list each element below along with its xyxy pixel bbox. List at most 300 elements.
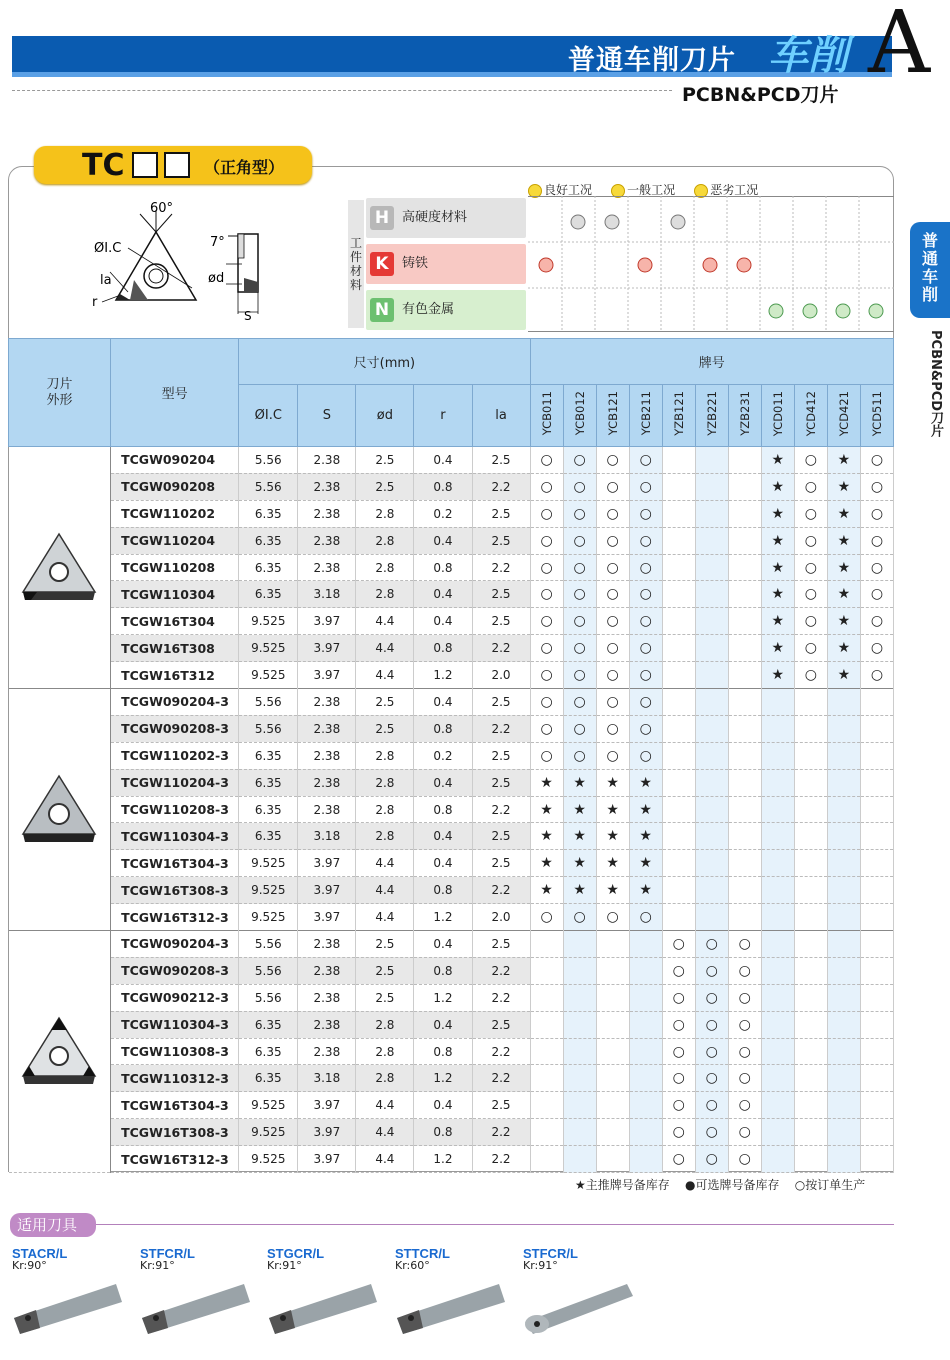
grade-mark-cell: ○ (530, 715, 563, 742)
grade-mark-cell: ○ (629, 581, 662, 608)
grade-mark-cell: ○ (728, 1065, 761, 1092)
table-row (9, 984, 894, 1011)
grade-mark-cell (860, 1092, 893, 1119)
grade-mark-cell (794, 742, 827, 769)
grade-mark-cell (563, 1011, 596, 1038)
dim-cell: 4.4 (356, 877, 414, 904)
dim-cell: 2.2 (472, 715, 530, 742)
grade-mark-cell (794, 823, 827, 850)
dim-cell: 3.18 (298, 1065, 356, 1092)
table-row (9, 500, 894, 527)
dim-cell: 2.38 (298, 742, 356, 769)
dim-cell: 2.5 (472, 689, 530, 716)
grade-mark-cell (794, 689, 827, 716)
dim-cell: 2.38 (298, 689, 356, 716)
tool-holder-image (12, 1272, 124, 1336)
angle-label: 60° (150, 201, 174, 216)
grade-mark-cell: ★ (530, 796, 563, 823)
grade-mark-cell: ○ (596, 554, 629, 581)
code-placeholder-box (132, 152, 158, 178)
grade-mark-cell (695, 742, 728, 769)
grade-mark-cell (563, 1065, 596, 1092)
model-cell: TCGW16T304 (111, 608, 239, 635)
grade-mark-cell (563, 1119, 596, 1146)
grade-mark-cell: ○ (563, 689, 596, 716)
grade-mark-cell (695, 527, 728, 554)
grade-mark-cell (761, 769, 794, 796)
grade-mark-cell (563, 1146, 596, 1173)
material-k-name: 铸铁 (402, 256, 429, 271)
grade-mark-cell: ○ (629, 715, 662, 742)
normal-face-icon (571, 215, 585, 229)
grade-mark-cell: ○ (662, 984, 695, 1011)
grade-mark-cell (761, 1065, 794, 1092)
grade-mark-cell (695, 447, 728, 474)
grade-mark-cell (827, 1065, 860, 1092)
page-subtitle: PCBN&PCD刀片 (682, 84, 839, 106)
tool-card[interactable] (523, 1246, 635, 1338)
grade-mark-cell: ○ (794, 635, 827, 662)
dim-cell: 9.525 (239, 662, 298, 689)
dim-cell: 0.8 (414, 1119, 472, 1146)
grade-mark-cell: ○ (662, 1011, 695, 1038)
col-header-shape: 刀片外形 (9, 339, 111, 447)
dim-cell: 0.4 (414, 447, 472, 474)
grade-mark-cell (530, 1011, 563, 1038)
grade-mark-cell (662, 877, 695, 904)
good-face-icon (605, 215, 619, 229)
grade-mark-cell (860, 957, 893, 984)
grade-mark-cell: ○ (596, 689, 629, 716)
grade-mark-cell: ○ (860, 635, 893, 662)
grade-mark-cell (596, 1119, 629, 1146)
grade-mark-cell: ○ (530, 554, 563, 581)
grade-mark-cell (662, 742, 695, 769)
dim-header: la (472, 385, 530, 447)
table-row (9, 554, 894, 581)
dim-cell: 0.4 (414, 769, 472, 796)
table-row (9, 635, 894, 662)
grade-mark-cell (530, 1146, 563, 1173)
grade-mark-cell: ○ (794, 581, 827, 608)
dim-cell: 9.525 (239, 904, 298, 931)
dim-cell: 2.2 (472, 796, 530, 823)
grade-mark-cell: ○ (794, 608, 827, 635)
side-tab-char: 普 (921, 231, 938, 250)
shape-cell (9, 931, 111, 1173)
grade-mark-cell (662, 608, 695, 635)
insert-kind: （正角型） (204, 158, 285, 177)
material-row-k (366, 244, 526, 284)
grade-mark-cell: ★ (761, 554, 794, 581)
category-title: 车削 (768, 33, 848, 79)
grade-mark-cell: ○ (860, 500, 893, 527)
dim-cell: 0.8 (414, 877, 472, 904)
side-section-tab[interactable] (910, 222, 950, 318)
grade-mark-cell: ○ (728, 1038, 761, 1065)
grade-mark-cell: ○ (728, 931, 761, 958)
grade-mark-cell: ★ (563, 850, 596, 877)
grade-mark-cell (728, 689, 761, 716)
grade-mark-cell (794, 1146, 827, 1173)
model-cell: TCGW110304 (111, 581, 239, 608)
grade-mark-cell (860, 1119, 893, 1146)
grade-mark-cell: ★ (563, 823, 596, 850)
dim-cell: 9.525 (239, 635, 298, 662)
grade-mark-cell (794, 957, 827, 984)
material-row-h (366, 198, 526, 238)
dim-cell: 0.4 (414, 689, 472, 716)
dim-cell: 0.2 (414, 742, 472, 769)
dim-cell: 2.38 (298, 957, 356, 984)
grade-mark-cell: ★ (761, 447, 794, 474)
hole-diameter-label: ød (208, 271, 225, 286)
dim-cell: 2.38 (298, 554, 356, 581)
grade-header: YCB211 (629, 385, 662, 447)
grade-mark-cell (860, 689, 893, 716)
model-cell: TCGW110204 (111, 527, 239, 554)
tool-name: STACR/L (12, 1246, 68, 1261)
legend-main-grade: ★主推牌号备库存 (575, 1178, 670, 1192)
dim-cell: 2.38 (298, 473, 356, 500)
dim-cell: 2.5 (472, 769, 530, 796)
grade-mark-cell (761, 877, 794, 904)
tool-card[interactable] (12, 1246, 124, 1338)
model-cell: TCGW110308-3 (111, 1038, 239, 1065)
grade-mark-cell: ○ (530, 500, 563, 527)
dim-cell: 4.4 (356, 1119, 414, 1146)
dim-cell: 6.35 (239, 554, 298, 581)
dim-cell: 4.4 (356, 1092, 414, 1119)
table-row (9, 769, 894, 796)
model-cell: TCGW110208-3 (111, 796, 239, 823)
grade-mark-cell: ○ (860, 473, 893, 500)
grade-mark-cell: ○ (530, 689, 563, 716)
legend-optional-grade: ●可选牌号备库存 (685, 1178, 780, 1192)
grade-mark-cell (629, 1065, 662, 1092)
insert-three-tip-icon (21, 1012, 97, 1088)
grade-mark-cell (695, 877, 728, 904)
table-row (9, 931, 894, 958)
dim-cell: 2.5 (356, 984, 414, 1011)
dim-cell: 2.2 (472, 957, 530, 984)
dim-cell: 3.97 (298, 662, 356, 689)
grade-mark-cell (827, 715, 860, 742)
dim-cell: 2.5 (472, 931, 530, 958)
grade-mark-cell (827, 931, 860, 958)
grade-mark-cell: ○ (530, 447, 563, 474)
tool-kr: Kr:91° (140, 1259, 175, 1272)
dim-cell: 2.5 (472, 742, 530, 769)
dim-cell: 6.35 (239, 742, 298, 769)
table-row (9, 473, 894, 500)
grade-mark-cell: ○ (530, 581, 563, 608)
dim-cell: 9.525 (239, 1119, 298, 1146)
grade-mark-cell: ○ (596, 581, 629, 608)
dim-cell: 4.4 (356, 904, 414, 931)
grade-mark-cell: ★ (629, 850, 662, 877)
dim-cell: 2.5 (472, 1092, 530, 1119)
grade-mark-cell (695, 635, 728, 662)
dim-cell: 9.525 (239, 1146, 298, 1173)
grade-mark-cell: ○ (695, 1065, 728, 1092)
section-letter: A (868, 0, 931, 93)
grade-mark-cell: ○ (530, 608, 563, 635)
grade-mark-cell (530, 1119, 563, 1146)
dim-cell: 2.38 (298, 984, 356, 1011)
good-face-icon (539, 258, 553, 272)
grade-mark-cell: ○ (695, 931, 728, 958)
grade-mark-cell: ○ (629, 635, 662, 662)
model-cell: TCGW16T308-3 (111, 877, 239, 904)
tool-card[interactable] (395, 1246, 507, 1338)
grade-header: YZB231 (728, 385, 761, 447)
grade-mark-cell (530, 1092, 563, 1119)
grade-mark-cell (860, 1146, 893, 1173)
grade-mark-cell: ★ (761, 608, 794, 635)
tool-holder-image (267, 1272, 379, 1336)
grade-mark-cell (794, 877, 827, 904)
grade-mark-cell (761, 823, 794, 850)
grade-mark-cell: ○ (794, 662, 827, 689)
normal-face-icon (769, 304, 783, 318)
dim-cell: 4.4 (356, 662, 414, 689)
grade-mark-cell: ○ (563, 608, 596, 635)
code-placeholder-box (164, 152, 190, 178)
dim-cell: 5.56 (239, 984, 298, 1011)
grade-mark-cell: ★ (563, 796, 596, 823)
table-row (9, 1038, 894, 1065)
dim-cell: 2.5 (356, 689, 414, 716)
grade-mark-cell: ○ (662, 1092, 695, 1119)
grade-mark-cell (563, 984, 596, 1011)
grade-mark-cell: ○ (695, 1146, 728, 1173)
dim-cell: 2.38 (298, 500, 356, 527)
grade-mark-cell: ○ (695, 957, 728, 984)
dim-cell: 2.2 (472, 1119, 530, 1146)
dim-cell: 2.5 (472, 581, 530, 608)
grade-mark-cell (860, 904, 893, 931)
grade-mark-cell: ○ (629, 662, 662, 689)
grade-header: YZB121 (662, 385, 695, 447)
grade-mark-cell (695, 554, 728, 581)
grade-mark-cell: ★ (827, 662, 860, 689)
grade-mark-cell (629, 931, 662, 958)
model-cell: TCGW110202-3 (111, 742, 239, 769)
dim-cell: 2.0 (472, 904, 530, 931)
dim-cell: 1.2 (414, 662, 472, 689)
dim-cell: 6.35 (239, 1065, 298, 1092)
grade-mark-cell (728, 608, 761, 635)
grade-mark-cell: ○ (596, 447, 629, 474)
grade-mark-cell (695, 823, 728, 850)
table-row (9, 447, 894, 474)
grade-mark-cell: ○ (563, 581, 596, 608)
dim-cell: 2.2 (472, 877, 530, 904)
grade-mark-cell: ○ (695, 1038, 728, 1065)
grade-mark-cell (629, 1146, 662, 1173)
grade-mark-cell: ○ (662, 1119, 695, 1146)
dim-cell: 2.8 (356, 823, 414, 850)
dim-cell: 1.2 (414, 1146, 472, 1173)
grade-mark-cell: ○ (728, 1146, 761, 1173)
grade-mark-cell (563, 957, 596, 984)
table-row (9, 1011, 894, 1038)
model-cell: TCGW16T312-3 (111, 1146, 239, 1173)
grade-mark-cell (761, 1038, 794, 1065)
grade-mark-cell (728, 581, 761, 608)
header-bar (12, 36, 892, 76)
dim-cell: 3.18 (298, 823, 356, 850)
grade-header: YCB011 (530, 385, 563, 447)
grade-mark-cell: ○ (530, 742, 563, 769)
grade-mark-cell (629, 1092, 662, 1119)
model-cell: TCGW090204 (111, 447, 239, 474)
dim-cell: 0.4 (414, 608, 472, 635)
dim-cell: 0.4 (414, 581, 472, 608)
grade-mark-cell (563, 1092, 596, 1119)
tool-kr: Kr:91° (523, 1259, 558, 1272)
grade-mark-cell: ○ (629, 447, 662, 474)
condition-normal: 一般工况 (627, 183, 676, 197)
grade-mark-cell (662, 500, 695, 527)
tool-name: STFCR/L (140, 1246, 195, 1261)
grade-mark-cell: ○ (563, 527, 596, 554)
dim-cell: 2.2 (472, 1065, 530, 1092)
dim-cell: 2.8 (356, 1011, 414, 1038)
table-row (9, 1092, 894, 1119)
grade-mark-cell: ○ (530, 473, 563, 500)
tool-card[interactable] (267, 1246, 379, 1338)
model-cell: TCGW110312-3 (111, 1065, 239, 1092)
insert-spec-table (8, 338, 894, 1173)
grade-mark-cell: ○ (794, 527, 827, 554)
grade-mark-cell (794, 1038, 827, 1065)
bad-face-icon (869, 304, 883, 318)
grade-mark-cell (695, 608, 728, 635)
grade-mark-cell (794, 904, 827, 931)
tool-name: STFCR/L (523, 1246, 578, 1261)
grade-mark-cell: ○ (629, 904, 662, 931)
tool-card[interactable] (140, 1246, 252, 1338)
dim-cell: 2.5 (356, 957, 414, 984)
dim-cell: 2.5 (356, 473, 414, 500)
grade-header: YCD421 (827, 385, 860, 447)
insert-dimension-diagram (88, 196, 278, 326)
grade-mark-cell (827, 984, 860, 1011)
grade-mark-cell (728, 796, 761, 823)
dim-cell: 2.8 (356, 1065, 414, 1092)
grade-mark-cell: ★ (629, 823, 662, 850)
grade-mark-cell (662, 662, 695, 689)
material-n-name: 有色金属 (402, 302, 455, 317)
grade-mark-cell (728, 500, 761, 527)
dim-cell: 0.8 (414, 554, 472, 581)
grade-mark-cell (794, 1119, 827, 1146)
grade-mark-cell: ★ (761, 500, 794, 527)
grade-mark-cell (761, 904, 794, 931)
dim-cell: 2.8 (356, 742, 414, 769)
grade-mark-cell (728, 850, 761, 877)
normal-face-icon (836, 304, 850, 318)
dim-cell: 2.8 (356, 527, 414, 554)
grade-mark-cell (761, 984, 794, 1011)
dim-cell: 2.8 (356, 554, 414, 581)
grade-mark-cell (662, 527, 695, 554)
grade-mark-cell: ○ (596, 715, 629, 742)
grade-mark-cell (662, 689, 695, 716)
col-header-dims: 尺寸(mm) (239, 339, 530, 385)
grade-mark-cell (728, 662, 761, 689)
grade-mark-cell (629, 984, 662, 1011)
grade-mark-cell: ○ (860, 662, 893, 689)
dim-cell: 0.4 (414, 850, 472, 877)
dim-cell: 2.38 (298, 447, 356, 474)
grade-mark-cell (662, 581, 695, 608)
grade-mark-cell: ○ (695, 1011, 728, 1038)
grade-mark-cell (629, 1119, 662, 1146)
grade-mark-cell: ★ (761, 527, 794, 554)
table-row (9, 689, 894, 716)
model-cell: TCGW110304-3 (111, 1011, 239, 1038)
grade-mark-cell: ○ (728, 957, 761, 984)
dim-header: r (414, 385, 472, 447)
dim-header: S (298, 385, 356, 447)
grade-mark-cell: ○ (629, 689, 662, 716)
table-row (9, 877, 894, 904)
dim-cell: 0.8 (414, 1038, 472, 1065)
grade-mark-cell: ○ (728, 1011, 761, 1038)
grade-mark-cell (827, 769, 860, 796)
grade-mark-cell: ★ (596, 850, 629, 877)
material-n-icon: N (370, 298, 394, 322)
grade-mark-cell (629, 957, 662, 984)
grade-mark-cell: ○ (530, 527, 563, 554)
grade-mark-cell (596, 1011, 629, 1038)
grade-mark-cell: ○ (794, 554, 827, 581)
grade-mark-cell (596, 984, 629, 1011)
dim-cell: 6.35 (239, 823, 298, 850)
table-row (9, 1146, 894, 1173)
grade-mark-cell (695, 904, 728, 931)
grade-mark-cell: ○ (794, 473, 827, 500)
grade-mark-cell: ○ (563, 500, 596, 527)
table-row (9, 662, 894, 689)
grade-mark-cell (761, 715, 794, 742)
bad-face-icon (737, 258, 751, 272)
model-cell: TCGW110204-3 (111, 769, 239, 796)
grade-mark-cell (794, 984, 827, 1011)
grade-mark-cell (662, 447, 695, 474)
grade-mark-cell: ★ (761, 581, 794, 608)
insert-spec-body (9, 447, 894, 1173)
grade-mark-cell (662, 904, 695, 931)
legend-made-to-order: ○按订单生产 (794, 1178, 866, 1192)
grade-mark-cell: ○ (629, 608, 662, 635)
grade-mark-cell: ○ (596, 500, 629, 527)
thickness-label: S (244, 309, 252, 323)
grade-mark-cell (860, 715, 893, 742)
grade-mark-cell (728, 715, 761, 742)
grade-mark-cell (860, 984, 893, 1011)
grade-mark-cell (728, 554, 761, 581)
grade-mark-cell: ★ (530, 823, 563, 850)
tool-holder-image (140, 1272, 252, 1336)
dim-cell: 2.2 (472, 635, 530, 662)
dim-cell: 1.2 (414, 904, 472, 931)
dim-cell: 3.97 (298, 850, 356, 877)
grade-mark-cell: ★ (827, 635, 860, 662)
